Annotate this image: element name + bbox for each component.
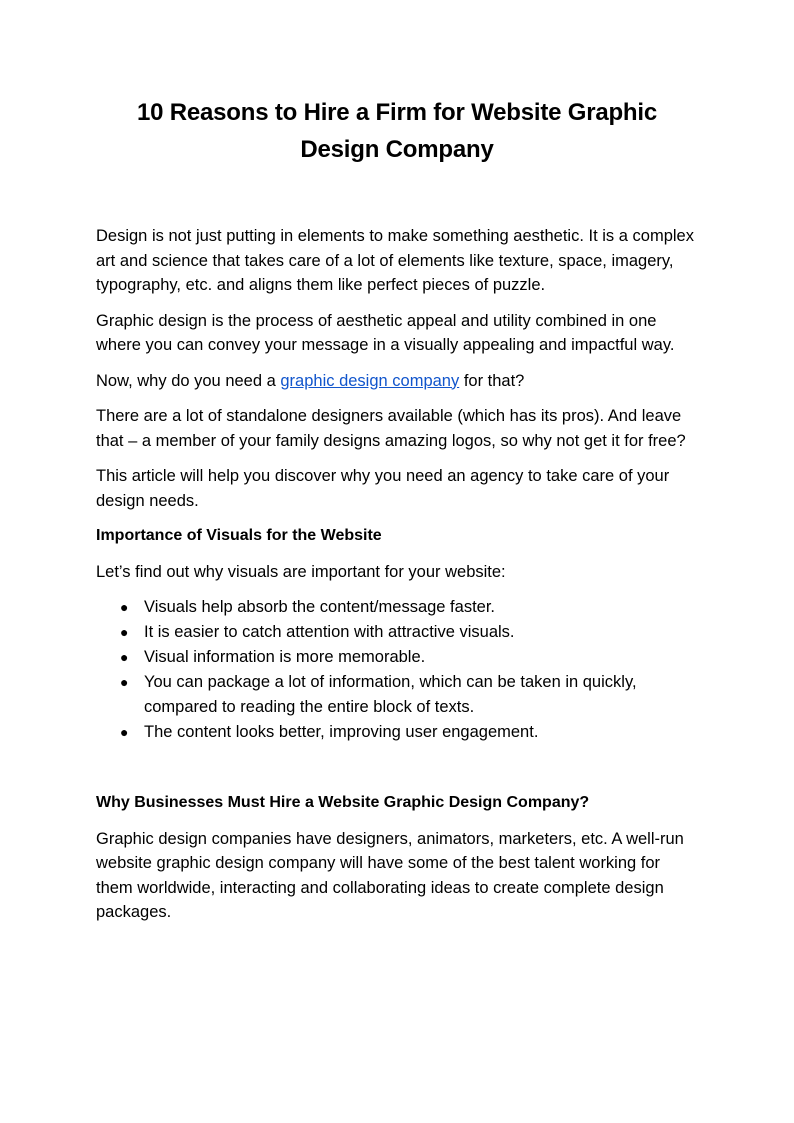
intro-paragraph-3-prefix: Now, why do you need a: [96, 371, 281, 390]
visuals-bullet-list: [96, 595, 698, 745]
section-lead-visuals: Let’s find out why visuals are important for your website:: [96, 562, 506, 581]
document-title: 10 Reasons to Hire a Firm for Website Graphic Design Company: [136, 99, 658, 163]
list-item: [96, 595, 698, 620]
list-item-text: Visuals help absorb the content/message faster.: [144, 598, 495, 616]
intro-paragraph-3: [96, 369, 698, 394]
bullet-icon: ●: [120, 674, 129, 690]
title-spacer: [96, 168, 698, 224]
graphic-design-company-link[interactable]: graphic design company: [280, 371, 460, 390]
section-heading-visuals: Importance of Visuals for the Website: [96, 527, 382, 544]
list-item-text: It is easier to catch attention with attractive visuals.: [144, 623, 515, 641]
bullet-icon: ●: [120, 599, 129, 615]
list-item: [96, 620, 698, 645]
list-item: [96, 645, 698, 670]
list-item-text: Visual information is more memorable.: [144, 648, 426, 666]
list-item: [96, 670, 698, 720]
intro-paragraph-3-suffix: for that?: [459, 371, 525, 390]
document-page: [96, 94, 698, 936]
intro-paragraph-1: Design is not just putting in elements to make something aesthetic. It is a complex art and science that takes care of a lot of elements like texture, space, imagery, typography, etc. and aligns them like perfect pieces of puzzle.: [96, 227, 694, 294]
list-item-text: You can package a lot of information, which can be taken in quickly, compared to reading the entire block of texts.: [144, 673, 637, 716]
bullet-icon: ●: [120, 724, 129, 740]
intro-paragraph-4: There are a lot of standalone designers available (which has its pros). And leave that – a member of your family designs amazing logos, so why not get it for free?: [96, 407, 686, 450]
bullet-icon: ●: [120, 649, 129, 665]
section-heading-why-hire: Why Businesses Must Hire a Website Graphic Design Company?: [96, 794, 590, 811]
section-spacer: [96, 745, 698, 791]
bullet-icon: ●: [120, 624, 129, 640]
why-hire-paragraph: Graphic design companies have designers, animators, marketers, etc. A well-run website graphic design company will have some of the best talent working for them worldwide, interacting and collaborating ideas to create complete design packages.: [96, 829, 684, 921]
intro-paragraph-5: This article will help you discover why you need an agency to take care of your design needs.: [96, 467, 670, 510]
intro-paragraph-2: Graphic design is the process of aesthetic appeal and utility combined in one where you can convey your message in a visually appealing and impactful way.: [96, 311, 675, 354]
list-item: [96, 720, 698, 745]
list-item-text: The content looks better, improving user engagement.: [144, 723, 539, 741]
